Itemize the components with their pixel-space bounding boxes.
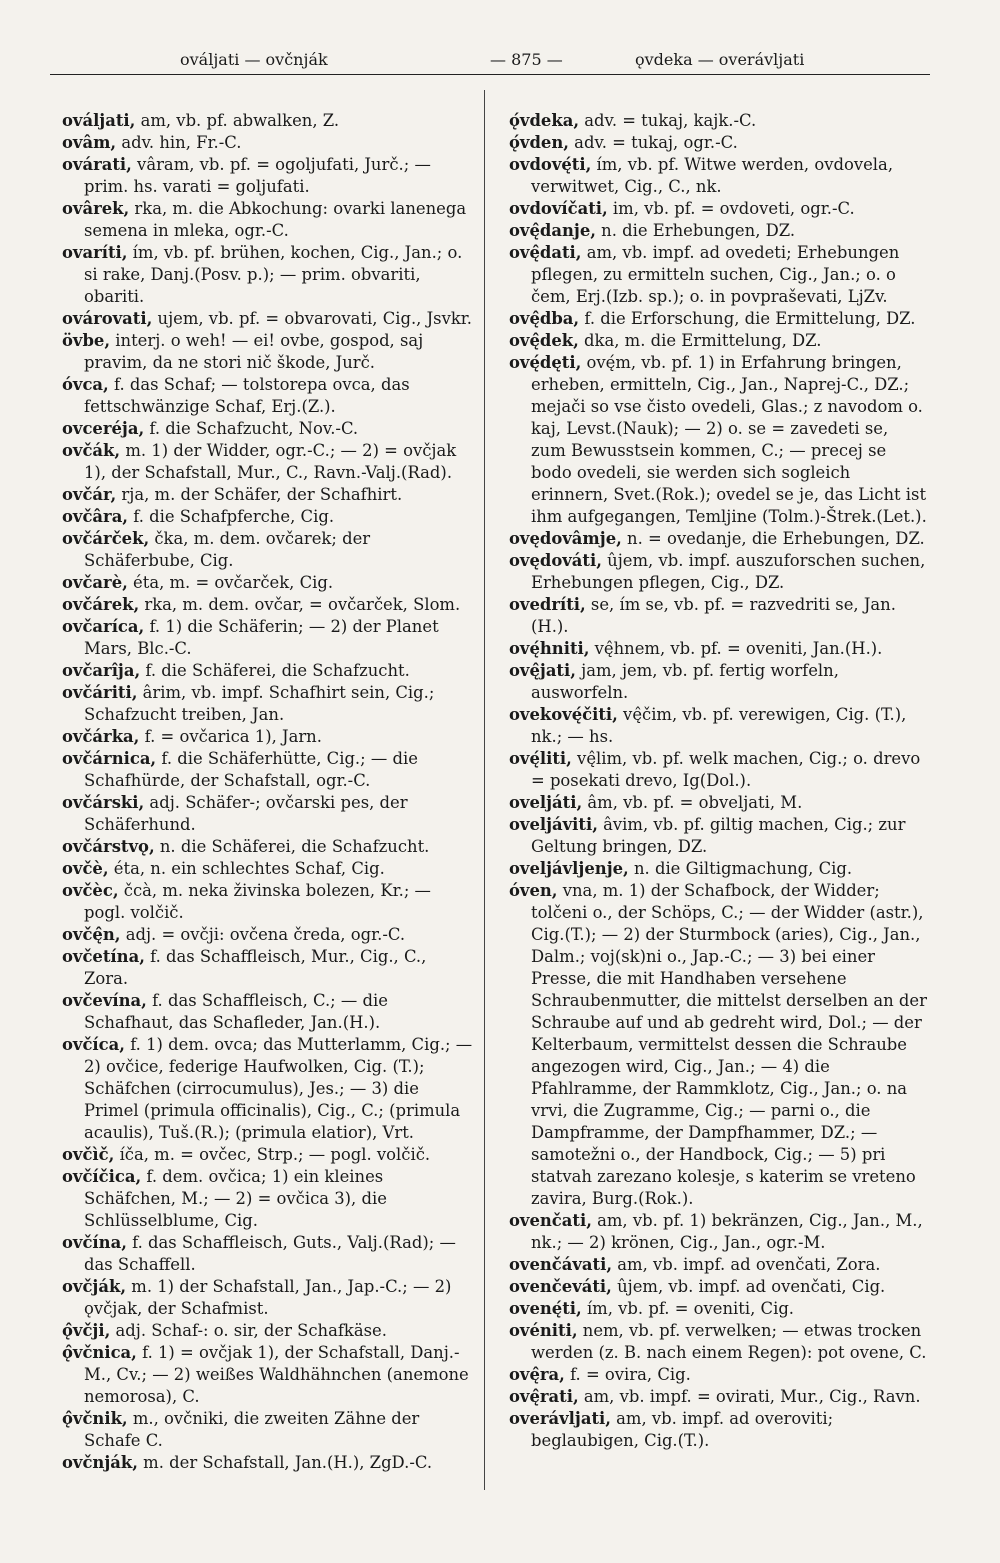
dictionary-entry <box>62 110 474 132</box>
entry-definition: âm, vb. pf. = obveljati, M. <box>582 793 803 812</box>
entry-headword: ovę̂danje, <box>509 221 596 240</box>
dictionary-entry <box>62 792 474 836</box>
entry-definition: n. die Erhebungen, DZ. <box>595 221 796 240</box>
dictionary-entry <box>62 682 474 726</box>
entry-definition: f. das Schaf; — tolstorepa ovca, das fettschwänzige Schaf, Erj.(Z.). <box>84 375 410 416</box>
entry-headword: ovéniti, <box>509 1321 578 1340</box>
entry-definition: m. 1) der Schafstall, Jan., Jap.-C.; — 2) ǫvčjak, der Schafmist. <box>84 1277 452 1318</box>
dictionary-entry <box>62 1144 474 1166</box>
entry-definition: n. die Giltigmachung, Cig. <box>628 859 853 878</box>
entry-definition: interj. o weh! — ei! ovbe, gospod, saj pravim, da ne stori nič škode, Jurč. <box>84 331 424 372</box>
entry-definition: ûjem, vb. impf. ad ovenčati, Cig. <box>611 1277 886 1296</box>
entry-definition: f. das Schaffleisch, Mur., Cig., C., Zora. <box>84 947 427 988</box>
entry-definition: rka, m. dem. ovčar, = ovčarček, Slom. <box>139 595 461 614</box>
entry-headword: ovâm, <box>62 133 117 152</box>
dictionary-entry <box>509 330 927 352</box>
entry-headword: oveljáti, <box>509 793 583 812</box>
entry-definition: rka, m. die Abkochung: ovarki lanenega semena in mleka, ogr.-C. <box>84 199 467 240</box>
entry-headword: ovčè, <box>62 859 109 878</box>
entry-definition: f. 1) dem. ovca; das Mutterlamm, Cig.; — 2) ovčice, federige Haufwolken, Cig. (T.); Schäfchen (cirrocumulus), Jes.; — 3) die Primel (primula officinalis), Cig., C.; (primula acaulis), Tuš.(R.); (primula elatior), Vrt. <box>84 1035 473 1142</box>
dictionary-entry <box>62 440 474 484</box>
column-divider <box>484 90 485 1490</box>
entry-headword: ovekovę́čiti, <box>509 705 618 724</box>
entry-headword: ovędovâmje, <box>509 529 622 548</box>
entry-definition: n. die Schäferei, die Schafzucht. <box>154 837 430 856</box>
entry-headword: ovčárski, <box>62 793 145 812</box>
dictionary-entry <box>62 1342 474 1408</box>
entry-definition: am, vb. pf. abwalken, Z. <box>135 111 340 130</box>
entry-headword: óvca, <box>62 375 109 394</box>
page-header <box>60 48 930 76</box>
dictionary-entry <box>509 1254 927 1276</box>
entry-definition: ím, vb. pf. brühen, kochen, Cig., Jan.; o. si rake, Danj.(Posv. p.); — prim. obvariti, obariti. <box>84 243 463 306</box>
entry-headword: ovčár, <box>62 485 117 504</box>
entry-headword: ovčárka, <box>62 727 140 746</box>
dictionary-entry <box>62 924 474 946</box>
entry-definition: am, vb. impf. ad overoviti; beglaubigen, Cig.(T.). <box>531 1409 834 1450</box>
dictionary-entry <box>509 1320 927 1364</box>
dictionary-entry <box>509 198 927 220</box>
entry-headword: ovenčati, <box>509 1211 592 1230</box>
dictionary-entry <box>62 1276 474 1320</box>
dictionary-entry <box>62 1452 474 1474</box>
entry-headword: ovárati, <box>62 155 132 174</box>
dictionary-entry <box>509 308 927 330</box>
entry-headword: ovčárnica, <box>62 749 157 768</box>
dictionary-entry <box>509 880 927 1210</box>
dictionary-entry <box>62 418 474 440</box>
entry-definition: ím, vb. pf. Witwe werden, ovdovela, verwitwet, Cig., C., nk. <box>531 155 894 196</box>
dictionary-entry <box>509 748 927 792</box>
entry-headword: ǫ̂včnik, <box>62 1409 128 1428</box>
entry-headword: ovę̂dba, <box>509 309 580 328</box>
dictionary-entry <box>62 726 474 748</box>
entry-definition: adj. = ovčji: ovčena čreda, ogr.-C. <box>120 925 406 944</box>
dictionary-entry <box>62 836 474 858</box>
dictionary-entry <box>509 154 927 198</box>
entry-headword: ovčína, <box>62 1233 127 1252</box>
entry-definition: éta, m. = ovčarček, Cig. <box>127 573 334 592</box>
dictionary-entry <box>509 1276 927 1298</box>
entry-headword: ovčíčica, <box>62 1167 142 1186</box>
dictionary-entry <box>62 154 474 198</box>
entry-definition: am, vb. impf. ad ovedeti; Erhebungen pflegen, zu ermitteln suchen, Cig., Jan.; o. o čem, Erj.(Izb. sp.); o. in povpraševati, LjZv. <box>531 243 900 306</box>
entry-definition: am, vb. pf. 1) bekränzen, Cig., Jan., M., nk.; — 2) krönen, Cig., Jan., ogr.-M. <box>531 1211 923 1252</box>
entry-headword: ovčák, <box>62 441 121 460</box>
entry-headword: ovenčávati, <box>509 1255 613 1274</box>
entry-headword: ovârek, <box>62 199 130 218</box>
entry-definition: adv. = tukaj, kajk.-C. <box>579 111 757 130</box>
page-number: — 875 — <box>490 50 563 69</box>
dictionary-entry <box>62 374 474 418</box>
dictionary-entry <box>509 1298 927 1320</box>
entry-definition: ím, vb. pf. = oveniti, Cig. <box>581 1299 795 1318</box>
entry-definition: f. die Erforschung, die Ermittelung, DZ. <box>579 309 916 328</box>
entry-headword: ovčáriti, <box>62 683 138 702</box>
entry-definition: éta, n. ein schlechtes Schaf, Cig. <box>108 859 385 878</box>
dictionary-entry <box>62 330 474 374</box>
dictionary-entry <box>509 594 927 638</box>
entry-headword: ovčaríca, <box>62 617 145 636</box>
entry-headword: ovędováti, <box>509 551 602 570</box>
dictionary-entry <box>62 308 474 330</box>
dictionary-entry <box>509 550 927 594</box>
dictionary-entry <box>62 594 474 616</box>
dictionary-entry <box>509 242 927 308</box>
dictionary-entry <box>62 990 474 1034</box>
entry-definition: jam, jem, vb. pf. fertig worfeln, ausworfeln. <box>531 661 839 702</box>
dictionary-entry <box>62 242 474 308</box>
entry-headword: ǫ́vden, <box>509 133 569 152</box>
entry-definition: m. der Schafstall, Jan.(H.), ZgD.-C. <box>137 1453 433 1472</box>
dictionary-entry <box>62 660 474 682</box>
entry-definition: čka, m. dem. ovčarek; der Schäferbube, Cig. <box>84 529 371 570</box>
entry-definition: rja, m. der Schäfer, der Schafhirt. <box>116 485 403 504</box>
entry-headword: ovę̂dek, <box>509 331 579 350</box>
right-column <box>509 110 927 1452</box>
dictionary-entry <box>62 748 474 792</box>
entry-headword: oveljávljenje, <box>509 859 629 878</box>
dictionary-entry <box>509 814 927 858</box>
header-right-range: ǫvdeka — overávljati <box>635 50 805 69</box>
entry-definition: íča, m. = ovčec, Strp.; — pogl. volčič. <box>114 1145 431 1164</box>
dictionary-entry <box>509 660 927 704</box>
dictionary-entry <box>509 352 927 528</box>
dictionary-entry <box>62 198 474 242</box>
entry-definition: m. 1) der Widder, ogr.-C.; — 2) = ovčjak 1), der Schafstall, Mur., C., Ravn.-Valj.(Rad). <box>84 441 457 482</box>
entry-definition: am, vb. impf. = ovirati, Mur., Cig., Ravn. <box>578 1387 921 1406</box>
entry-headword: ovę̂ra, <box>509 1365 565 1384</box>
entry-definition: vna, m. 1) der Schafbock, der Widder; tolčeni o., der Schöps, C.; — der Widder (astr.), Cig.(T.); — 2) der Sturmbock (aries), Cig., Jan., Dalm.; voj(sk)ni o., Jap.-C.; — 3) bei einer Presse, die mit Handhaben versehene Schraubenmutter, die mittelst derselben an der Schraube auf und ab gedreht wird, Dol.; — der Kelterbaum, vermittelst dessen die Schraube angezogen wird, Cig., Jan.; — 4) die Pfahlramme, der Rammklotz, Cig., Jan.; o. na vrvi, die Zugramme, Cig.; — parni o., die Dampframme, der Dampfhammer, DZ.; — samotežni o., der Handbock, Cig.; — 5) pri statvah zarezano kolesje, s katerim se vreteno zavira, Burg.(Rok.). <box>531 881 927 1208</box>
entry-headword: óven, <box>509 881 558 900</box>
entry-definition: f. die Schäferei, die Schafzucht. <box>140 661 410 680</box>
header-left-range: ováljati — ovčnják <box>180 50 328 69</box>
entry-headword: ovčíca, <box>62 1035 125 1054</box>
entry-headword: ovčárček, <box>62 529 150 548</box>
entry-definition: adj. Schäfer-; ovčarski pes, der Schäferhund. <box>84 793 408 834</box>
entry-headword: overávljati, <box>509 1409 611 1428</box>
entry-headword: ovčèc, <box>62 881 119 900</box>
dictionary-entry <box>509 704 927 748</box>
entry-definition: ârim, vb. impf. Schafhirt sein, Cig.; Schafzucht treiben, Jan. <box>84 683 435 724</box>
dictionary-entry <box>62 1166 474 1232</box>
entry-definition: n. = ovedanje, die Erhebungen, DZ. <box>621 529 925 548</box>
entry-headword: ovčarè, <box>62 573 128 592</box>
dictionary-entry <box>62 506 474 528</box>
entry-headword: ovę̂jati, <box>509 661 576 680</box>
entry-headword: ovčę̂n, <box>62 925 121 944</box>
entry-definition: dka, m. die Ermittelung, DZ. <box>578 331 822 350</box>
entry-definition: ûjem, vb. impf. auszuforschen suchen, Erhebungen pflegen, Cig., DZ. <box>531 551 926 592</box>
entry-headword: ǫ́vdeka, <box>509 111 580 130</box>
entry-headword: ovčják, <box>62 1277 127 1296</box>
entry-headword: ovę̂dati, <box>509 243 582 262</box>
dictionary-entry <box>509 858 927 880</box>
entry-definition: f. 1) = ovčjak 1), der Schafstall, Danj.-M., Cv.; — 2) weißes Waldhähnchen (anemone nemorosa), C. <box>84 1343 469 1406</box>
dictionary-entry <box>62 1320 474 1342</box>
entry-headword: ovčnják, <box>62 1453 138 1472</box>
entry-definition: vę̂hnem, vb. pf. = oveniti, Jan.(H.). <box>589 639 883 658</box>
dictionary-entry <box>62 1232 474 1276</box>
dictionary-entry <box>509 220 927 242</box>
entry-headword: ovdovíčati, <box>509 199 608 218</box>
entry-definition: vę̂čim, vb. pf. verewigen, Cig. (T.), nk.; — hs. <box>531 705 907 746</box>
entry-definition: m., ovčniki, die zweiten Zähne der Schafe C. <box>84 1409 420 1450</box>
entry-definition: vâram, vb. pf. = ogoljufati, Jurč.; — prim. hs. varati = goljufati. <box>84 155 431 196</box>
dictionary-entry <box>62 572 474 594</box>
dictionary-entry <box>509 1364 927 1386</box>
entry-definition: am, vb. impf. ad ovenčati, Zora. <box>612 1255 881 1274</box>
entry-headword: ovę́liti, <box>509 749 572 768</box>
entry-definition: vę̂lim, vb. pf. welk machen, Cig.; o. drevo = posekati drevo, Ig(Dol.). <box>531 749 921 790</box>
entry-definition: adv. hin, Fr.-C. <box>116 133 242 152</box>
entry-definition: âvim, vb. pf. giltig machen, Cig.; zur Geltung bringen, DZ. <box>531 815 906 856</box>
entry-definition: f. die Schafpferche, Cig. <box>128 507 335 526</box>
entry-headword: ovceréja, <box>62 419 145 438</box>
dictionary-entry <box>62 132 474 154</box>
entry-headword: ovčárek, <box>62 595 140 614</box>
entry-definition: adv. = tukaj, ogr.-C. <box>568 133 738 152</box>
dictionary-entry <box>509 1408 927 1452</box>
entry-headword: ovčarîja, <box>62 661 141 680</box>
entry-definition: čcà, m. neka živinska bolezen, Kr.; — pogl. volčič. <box>84 881 431 922</box>
entry-definition: f. das Schaffleisch, Guts., Valj.(Rad); — das Schaffell. <box>84 1233 456 1274</box>
dictionary-entry <box>509 110 927 132</box>
entry-definition: f. = ovira, Cig. <box>564 1365 691 1384</box>
entry-headword: ováljati, <box>62 111 136 130</box>
entry-definition: f. dem. ovčica; 1) ein kleines Schäfchen, M.; — 2) = ovčica 3), die Schlüsselblume, Cig. <box>84 1167 387 1230</box>
entry-headword: ovdovę́ti, <box>509 155 592 174</box>
dictionary-entry <box>62 880 474 924</box>
entry-definition: f. die Schäferhütte, Cig.; — die Schafhürde, der Schafstall, ogr.-C. <box>84 749 418 790</box>
entry-definition: f. das Schaffleisch, C.; — die Schafhaut, das Schafleder, Jan.(H.). <box>84 991 388 1032</box>
entry-definition: adj. Schaf-: o. sir, der Schafkäse. <box>110 1321 387 1340</box>
left-column <box>62 110 474 1474</box>
dictionary-entry <box>509 638 927 660</box>
entry-headword: ovenę́ti, <box>509 1299 582 1318</box>
entry-definition: f. = ovčarica 1), Jarn. <box>139 727 322 746</box>
entry-headword: övbe, <box>62 331 111 350</box>
entry-headword: ovčìč, <box>62 1145 115 1164</box>
entry-definition: se, ím se, vb. pf. = razvedriti se, Jan.(H.). <box>531 595 896 636</box>
entry-definition: im, vb. pf. = ovdoveti, ogr.-C. <box>607 199 855 218</box>
dictionary-entry <box>62 1408 474 1452</box>
entry-headword: ovčetína, <box>62 947 145 966</box>
dictionary-entry <box>509 528 927 550</box>
dictionary-entry <box>509 1386 927 1408</box>
dictionary-entry <box>62 484 474 506</box>
dictionary-entry <box>62 528 474 572</box>
entry-definition: f. 1) die Schäferin; — 2) der Planet Mars, Blc.-C. <box>84 617 439 658</box>
entry-headword: ovčevína, <box>62 991 147 1010</box>
dictionary-entry <box>62 616 474 660</box>
entry-headword: ovaríti, <box>62 243 128 262</box>
dictionary-entry <box>62 858 474 880</box>
entry-headword: ovę́hniti, <box>509 639 590 658</box>
entry-headword: ovedríti, <box>509 595 586 614</box>
entry-headword: ovenčeváti, <box>509 1277 612 1296</box>
entry-headword: ovę́dęti, <box>509 353 582 372</box>
dictionary-entry <box>62 1034 474 1144</box>
entry-headword: ǫ̂včnica, <box>62 1343 137 1362</box>
dictionary-entry <box>509 1210 927 1254</box>
dictionary-entry <box>62 946 474 990</box>
entry-definition: nem, vb. pf. verwelken; — etwas trocken werden (z. B. nach einem Regen): pot ovene, C. <box>531 1321 927 1362</box>
entry-headword: ovárovati, <box>62 309 153 328</box>
dictionary-entry <box>509 132 927 154</box>
entry-headword: oveljáviti, <box>509 815 598 834</box>
entry-headword: ovę̂rati, <box>509 1387 579 1406</box>
dictionary-entry <box>509 792 927 814</box>
entry-definition: f. die Schafzucht, Nov.-C. <box>144 419 359 438</box>
entry-headword: ovčâra, <box>62 507 129 526</box>
entry-definition: ujem, vb. pf. = obvarovati, Cig., Jsvkr. <box>152 309 473 328</box>
entry-headword: ovčárstvǫ, <box>62 837 155 856</box>
entry-definition: ovę́m, vb. pf. 1) in Erfahrung bringen, erheben, ermitteln, Cig., Jan., Naprej-C., DZ.; mejači so vse čisto ovedeli, Glas.; z navodom o. kaj, Levst.(Nauk); — 2) o. se = zavedeti se, zum Bewusstsein kommen, C.; — precej se bodo ovedeli, sie werden sich sogleich erinnern, Svet.(Rok.); ovedel se je, das Licht ist ihm aufgegangen, Temljine (Tolm.)-Štrek.(Let.). <box>531 353 927 526</box>
header-rule <box>50 74 930 75</box>
entry-headword: ǫ̂včji, <box>62 1321 111 1340</box>
